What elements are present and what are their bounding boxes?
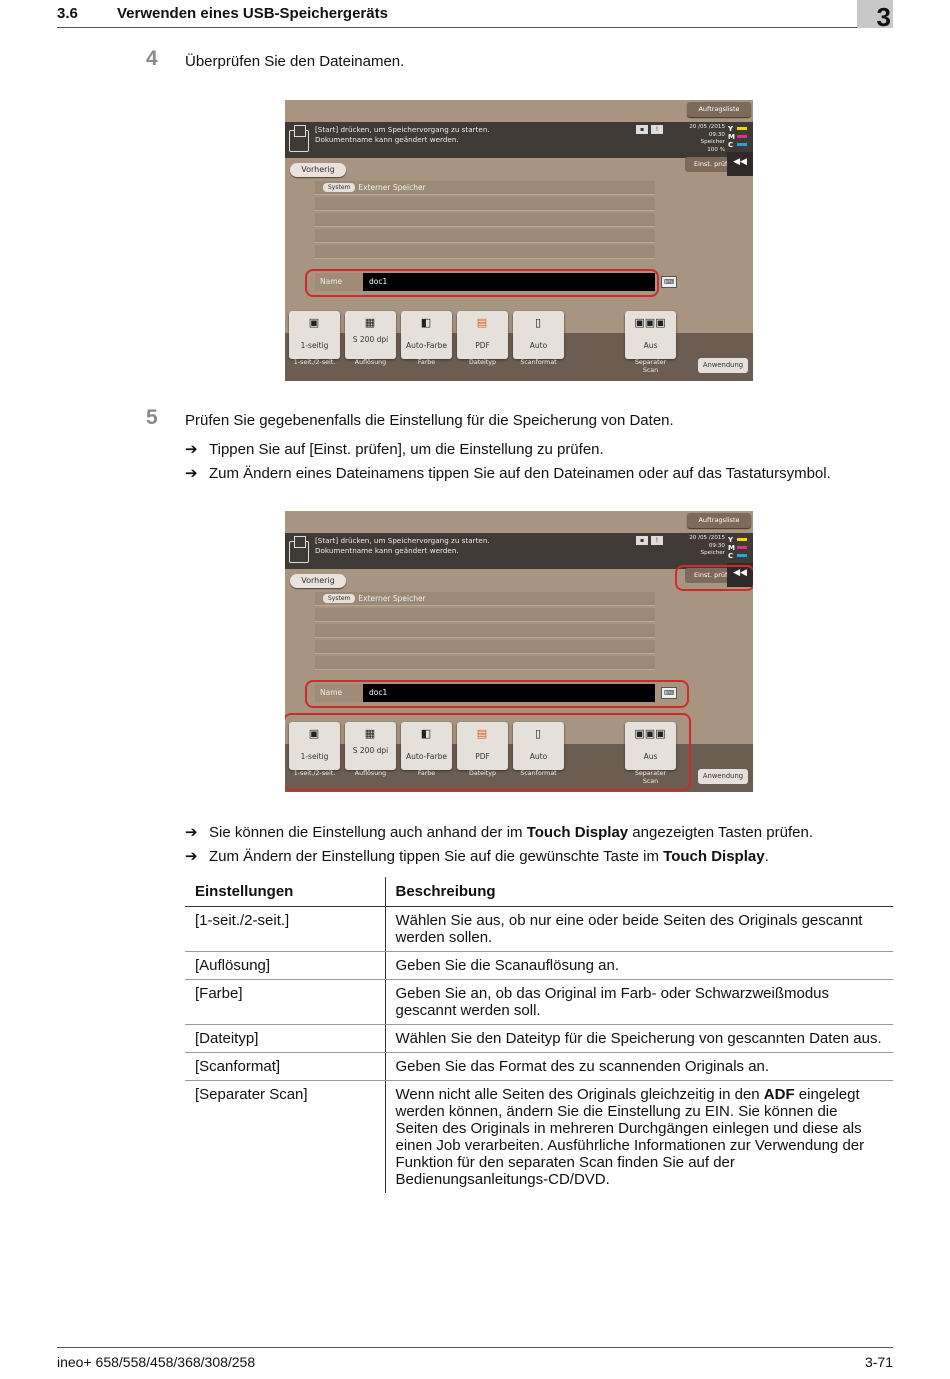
status-readout: 20 /05 /2015 09:30 Speicher (689, 535, 725, 557)
setting-name: [Separater Scan] (185, 1081, 385, 1194)
tile-color[interactable]: ◧ Auto-Farbe (401, 722, 452, 770)
list-row (315, 197, 655, 211)
chapter-tab (857, 0, 893, 32)
setting-description: Geben Sie an, ob das Original im Farb- oder Schwarzweißmodus gescannt werden soll. (385, 980, 893, 1025)
rewind-icon[interactable]: ◀◀ (727, 563, 753, 587)
tile-label: Scanformat (520, 770, 557, 777)
page-footer (57, 1347, 893, 1377)
resolution-icon: ▦ (364, 727, 376, 740)
pdf-icon: ▤ (476, 727, 488, 740)
setting-description: Wählen Sie den Dateityp für die Speicherung von gescannten Daten aus. (385, 1025, 893, 1053)
column-header: Einstellungen (185, 877, 385, 907)
keyboard-icon[interactable]: ⌨ (661, 276, 677, 288)
separate-scan-value: Aus (643, 752, 658, 761)
tile-resolution[interactable]: ▦ S 200 dpi (345, 311, 396, 359)
table-row (185, 1053, 893, 1081)
page-header (57, 0, 893, 32)
table-row (185, 1081, 893, 1194)
check-settings-button[interactable]: Einst. prüf (685, 568, 727, 583)
bullet-touch-display-change: ➔ Zum Ändern der Einstellung tippen Sie auf die gewünschte Taste im Touch Display. (185, 848, 769, 865)
pdf-icon: ▤ (476, 316, 488, 329)
check-settings-button[interactable]: Einst. prüf (685, 157, 727, 172)
job-list-button[interactable]: Auftragsliste (687, 513, 751, 528)
column-header: Beschreibung (385, 877, 893, 907)
screenshot-2 (285, 511, 753, 792)
tile-label: 1-seit./2-seit. (293, 359, 336, 366)
page-icon: ▯ (534, 316, 542, 329)
storage-path: System Externer Speicher (315, 181, 655, 195)
tile-label: Dateityp (469, 359, 496, 366)
bullet-touch-display-check: ➔ Sie können die Einstellung auch anhand der im Touch Display angezeigten Tasten prüfen. (185, 824, 813, 841)
separate-scan-value: Aus (643, 341, 658, 350)
table-row (185, 980, 893, 1025)
message-text: [Start] drücken, um Speichervorgang zu starten. Dokumentname kann geändert werden. (315, 536, 490, 555)
tile-label: Auflösung (354, 770, 387, 777)
step-4-number: 4 (146, 47, 158, 70)
tile-duplex[interactable]: ▣ 1-seitig (289, 311, 340, 359)
tile-color[interactable]: ◧ Auto-Farbe (401, 311, 452, 359)
arrow-icon: ➔ (185, 465, 198, 482)
tile-filetype[interactable]: ▤ PDF (457, 722, 508, 770)
separate-scan-icon: ▣▣▣ (634, 727, 666, 740)
page-icon: ▯ (534, 727, 542, 740)
screenshot-1 (285, 100, 753, 381)
table-row (185, 1025, 893, 1053)
step-5-text: Prüfen Sie gegebenenfalls die Einstellung für die Speicherung von Daten. (185, 412, 674, 429)
setting-description: Wenn nicht alle Seiten des Originals gleichzeitig in den ADF eingelegt werden können, ändern Sie die Einstellung zu EIN. Sie können die Seiten des Originals in mehreren Durchgängen einlegen und diese als einen Job verarbeiten. Ausführliche Informationen zur Verwendung der Funktion für den separaten Scan finden Sie auf der Bedienungsanleitungs-CD/DVD. (395, 1086, 865, 1188)
setting-name: [Farbe] (185, 980, 385, 1025)
step-4-text: Überprüfen Sie den Dateinamen. (185, 53, 405, 70)
highlight-box (285, 713, 691, 791)
arrow-icon: ➔ (185, 441, 198, 458)
table-row (185, 907, 893, 952)
document-icon (289, 541, 309, 563)
storage-path: System Externer Speicher (315, 592, 655, 606)
setting-description: Wählen Sie aus, ob nur eine oder beide Seiten des Originals gescannt werden sollen. (385, 907, 893, 952)
system-chip[interactable]: System (323, 594, 355, 603)
setting-name: [Scanformat] (185, 1053, 385, 1081)
duplex-icon: ▣ (308, 727, 320, 740)
info-icon: ! (651, 125, 663, 134)
lock-icon: ▪ (636, 125, 648, 134)
tile-duplex[interactable]: ▣ 1-seitig (289, 722, 340, 770)
tile-label: Separater Scan (634, 770, 667, 785)
setting-description: Geben Sie das Format des zu scannenden Originals an. (385, 1053, 893, 1081)
highlight-box (305, 680, 689, 708)
toner-levels: Y M C (725, 533, 753, 569)
tile-label: Farbe (417, 359, 436, 366)
job-list-button[interactable]: Auftragsliste (687, 102, 751, 117)
setting-name: [Auflösung] (185, 952, 385, 980)
message-text: [Start] drücken, um Speichervorgang zu starten. Dokumentname kann geändert werden. (315, 125, 490, 144)
tile-label: Auflösung (354, 359, 387, 366)
keyboard-icon[interactable]: ⌨ (661, 687, 677, 699)
settings-table (185, 877, 893, 1193)
list-row (315, 640, 655, 654)
screen-topbar (285, 511, 753, 533)
bullet-check-settings: ➔ Tippen Sie auf [Einst. prüfen], um die Einstellung zu prüfen. (185, 441, 604, 458)
arrow-icon: ➔ (185, 848, 198, 865)
list-row (315, 229, 655, 243)
tile-label: Dateityp (469, 770, 496, 777)
list-row (315, 656, 655, 670)
tile-separate-scan[interactable] (625, 311, 676, 359)
system-chip[interactable]: System (323, 183, 355, 192)
back-button[interactable]: Vorherig (290, 163, 346, 177)
step-5-number: 5 (146, 406, 158, 429)
table-row (185, 952, 893, 980)
rewind-icon[interactable]: ◀◀ (727, 152, 753, 176)
highlight-box (675, 565, 753, 591)
chapter-number: 3 (876, 2, 891, 32)
separate-scan-icon: ▣▣▣ (634, 316, 666, 329)
lock-icon: ▪ (636, 536, 648, 545)
name-label: Name (315, 273, 363, 291)
list-row (315, 213, 655, 227)
back-button[interactable]: Vorherig (290, 574, 346, 588)
setting-name: [Dateityp] (185, 1025, 385, 1053)
highlight-box (305, 269, 659, 297)
bullet-change-name: ➔ Zum Ändern eines Dateinamens tippen Sie auf den Dateinamen oder auf das Tastatursymbol. (185, 465, 831, 482)
message-bar (285, 122, 725, 158)
color-icon: ◧ (420, 316, 432, 329)
list-row (315, 608, 655, 622)
color-icon: ◧ (420, 727, 432, 740)
table-header-row (185, 877, 893, 907)
screen-topbar (285, 100, 753, 122)
tile-scansize[interactable]: ▯ Auto (513, 722, 564, 770)
page-number: 3-71 (864, 1354, 893, 1370)
name-value[interactable]: doc1 (369, 277, 388, 286)
document-icon (289, 130, 309, 152)
arrow-icon: ➔ (185, 824, 198, 841)
info-icon: ! (651, 536, 663, 545)
name-value[interactable]: doc1 (369, 688, 388, 697)
list-row (315, 624, 655, 638)
tile-filetype[interactable]: ▤ PDF (457, 311, 508, 359)
application-button[interactable]: Anwendung (698, 358, 748, 373)
list-row (315, 245, 655, 259)
application-button[interactable]: Anwendung (698, 769, 748, 784)
product-models: ineo+ 658/558/458/368/308/258 (57, 1354, 256, 1370)
setting-description: Geben Sie die Scanauflösung an. (385, 952, 893, 980)
status-readout: 20 /05 /2015 09:30 Speicher 100 % (689, 124, 725, 153)
message-bar (285, 533, 725, 569)
setting-name: [1-seit./2-seit.] (185, 907, 385, 952)
name-label: Name (315, 684, 363, 702)
duplex-icon: ▣ (308, 316, 320, 329)
tile-label: Farbe (417, 770, 436, 777)
tile-scansize[interactable]: ▯ Auto (513, 311, 564, 359)
tile-label: Separater Scan (634, 359, 667, 374)
tile-label: Scanformat (520, 359, 557, 366)
section-title: Verwenden eines USB-Speichergeräts (117, 5, 388, 22)
tile-resolution[interactable]: ▦ S 200 dpi (345, 722, 396, 770)
section-number: 3.6 (57, 5, 78, 22)
tile-label: 1-seit./2-seit. (293, 770, 336, 777)
toner-levels: Y M C (725, 122, 753, 158)
resolution-icon: ▦ (364, 316, 376, 329)
